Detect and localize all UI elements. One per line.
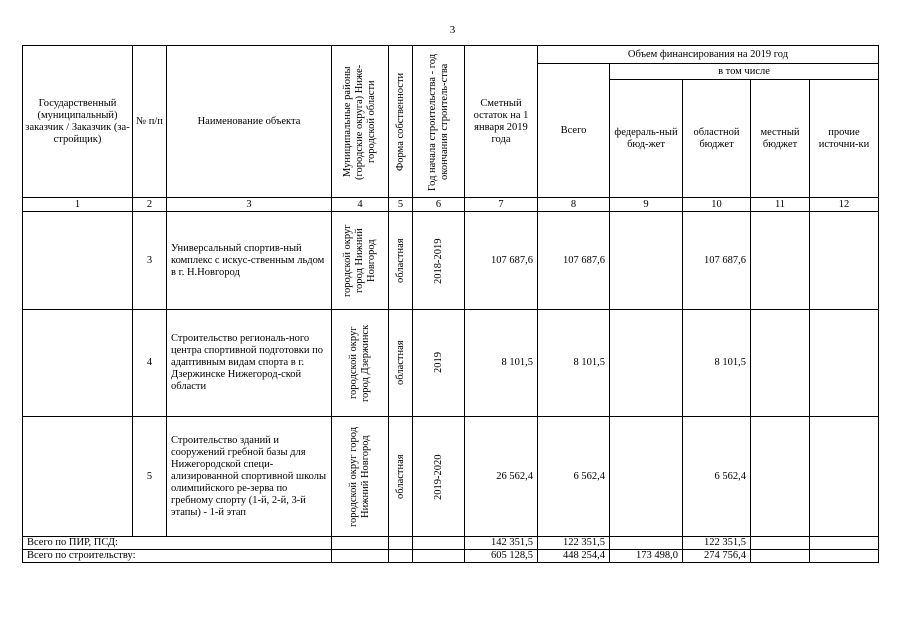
totals-label: Всего по строительству: (23, 550, 332, 563)
years: 2019 (432, 352, 444, 374)
totals-other (810, 550, 879, 563)
regional: 6 562,4 (683, 417, 751, 537)
page-number: 3 (449, 24, 456, 36)
totals-row (23, 537, 879, 550)
totals-label: Всего по ПИР, ПСД: (23, 537, 332, 550)
row-num: 4 (133, 310, 167, 417)
object-name: Универсальный спортив-ный комплекс с искус-ственным льдом в г. Н.Новгород (167, 212, 332, 310)
totals-estimate: 142 351,5 (465, 537, 538, 550)
totals-total: 448 254,4 (538, 550, 610, 563)
local (751, 212, 810, 310)
table-row (23, 310, 879, 417)
col-number: 8 (538, 198, 610, 212)
estimate: 8 101,5 (465, 310, 538, 417)
col-number: 2 (133, 198, 167, 212)
totals-row (23, 550, 879, 563)
col-number: 11 (751, 198, 810, 212)
header-regional: областной бюджет (683, 80, 751, 198)
ownership: областная (394, 340, 406, 386)
totals-regional: 274 756,4 (683, 550, 751, 563)
col-number: 5 (389, 198, 413, 212)
header-total: Всего (538, 64, 610, 198)
years: 2019-2020 (432, 453, 444, 500)
header-ownership: Форма собственности (394, 72, 406, 171)
col-number: 3 (167, 198, 332, 212)
ownership: областная (394, 454, 406, 499)
district: городской округ город Нижний Новгород (348, 426, 371, 527)
object-name: Строительство региональ-ного центра спортивной подготовки по адаптивным видам спорта в г. Дзержинске Нижегород-ской области (167, 310, 332, 417)
district: городской округ город Дзержинск (348, 324, 371, 402)
federal (610, 310, 683, 417)
header-other: прочие источни-ки (810, 80, 879, 198)
local (751, 417, 810, 537)
totals-local (751, 537, 810, 550)
column-number-row (23, 198, 879, 212)
estimate: 26 562,4 (465, 417, 538, 537)
estimate: 107 687,6 (465, 212, 538, 310)
total: 6 562,4 (538, 417, 610, 537)
row-num: 3 (133, 212, 167, 310)
header-years: Год начала строительства - год окончания строитель-ства (426, 52, 450, 191)
district: городской округ город Нижний Новгород (342, 224, 377, 297)
header-customer: Государственный (муниципальный) заказчик / Заказчик (за-стройщик) (23, 46, 133, 198)
row-num: 5 (133, 417, 167, 537)
regional: 107 687,6 (683, 212, 751, 310)
totals-local (751, 550, 810, 563)
col-number: 9 (610, 198, 683, 212)
header-financing: Объем финансирования на 2019 год (538, 46, 879, 64)
col-number: 12 (810, 198, 879, 212)
table-row (23, 212, 879, 310)
totals-federal (610, 537, 683, 550)
col-number: 4 (332, 198, 389, 212)
totals-total: 122 351,5 (538, 537, 610, 550)
col-number: 10 (683, 198, 751, 212)
col-number: 1 (23, 198, 133, 212)
regional: 8 101,5 (683, 310, 751, 417)
table-row (23, 417, 879, 537)
total: 8 101,5 (538, 310, 610, 417)
totals-estimate: 605 128,5 (465, 550, 538, 563)
federal (610, 212, 683, 310)
header-object-name: Наименование объекта (167, 46, 332, 198)
other (810, 417, 879, 537)
header-district: Муниципальные районы (городские округа) Ниже-городской области (342, 63, 377, 180)
header-including: в том числе (610, 64, 879, 80)
header-estimate: Сметный остаток на 1 января 2019 года (465, 46, 538, 198)
totals-federal: 173 498,0 (610, 550, 683, 563)
federal (610, 417, 683, 537)
col-number: 7 (465, 198, 538, 212)
header-local: местный бюджет (751, 80, 810, 198)
header-federal: федераль-ный бюд-жет (610, 80, 683, 198)
totals-other (810, 537, 879, 550)
other (810, 212, 879, 310)
years: 2018-2019 (432, 237, 444, 284)
financing-table (22, 45, 879, 563)
col-number: 6 (413, 198, 465, 212)
ownership: областная (394, 238, 406, 283)
object-name: Строительство зданий и сооружений гребной базы для Нижегородской специ-ализированной спортивной школы олимпийского ре-зерва по гребному спорту (1-й, 2-й, 3-й этапы) - 1-й этап (167, 417, 332, 537)
local (751, 310, 810, 417)
totals-regional: 122 351,5 (683, 537, 751, 550)
header-num: № п/п (133, 46, 167, 198)
other (810, 310, 879, 417)
total: 107 687,6 (538, 212, 610, 310)
